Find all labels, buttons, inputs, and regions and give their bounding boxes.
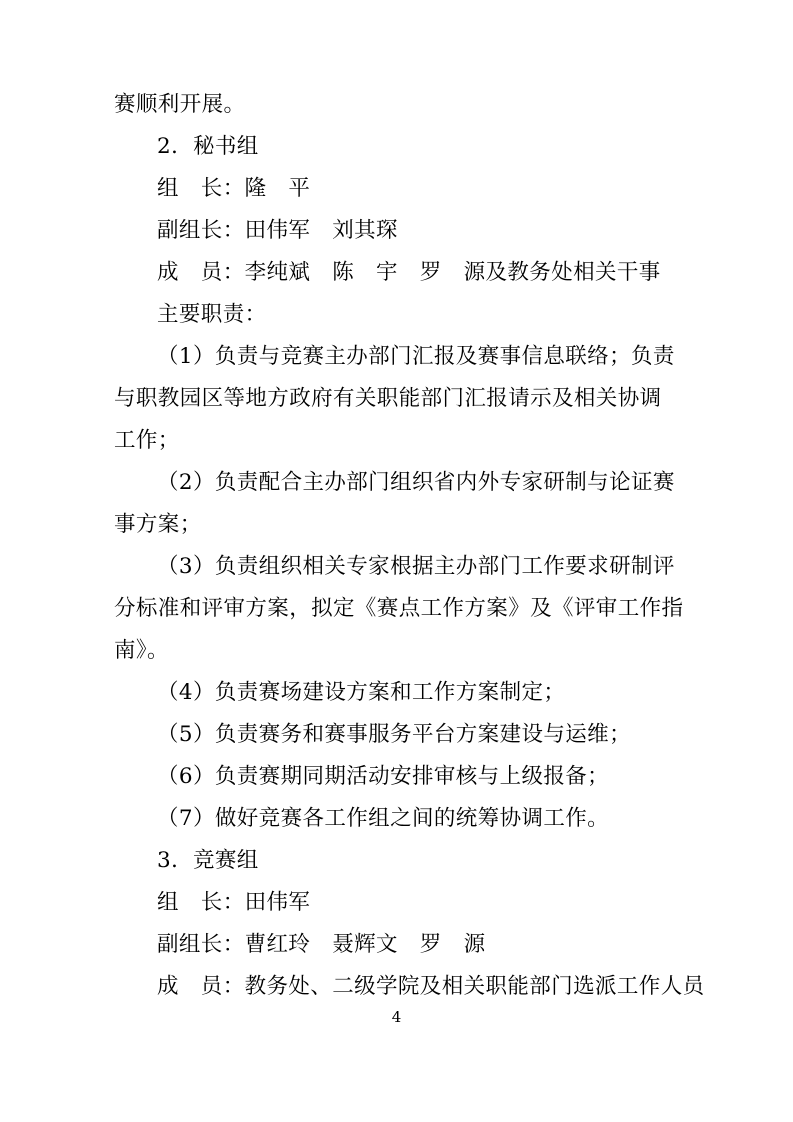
document-line: （3）负责组织相关专家根据主办部门工作要求研制评 <box>157 554 675 579</box>
document-line: 成 员：李纯斌 陈 宇 罗 源及教务处相关干事 <box>157 260 661 285</box>
document-line: （6）负责赛期同期活动安排审核与上级报备； <box>157 764 610 789</box>
document-line: 3．竞赛组 <box>157 848 259 873</box>
document-line: （5）负责赛务和赛事服务平台方案建设与运维； <box>157 722 631 747</box>
document-line: 副组长：田伟军 刘其琛 <box>157 218 398 243</box>
document-line: 南》。 <box>114 638 169 663</box>
document-line: （4）负责赛场建设方案和工作方案制定； <box>157 680 566 705</box>
document-line: 副组长：曹红玲 聂辉文 罗 源 <box>157 932 486 957</box>
document-line: 组 长：田伟军 <box>157 890 311 915</box>
document-line: 2．秘书组 <box>157 134 259 159</box>
document-line: 成 员：教务处、二级学院及相关职能部门选派工作人员 <box>157 974 705 999</box>
page-number: 4 <box>391 1008 402 1026</box>
document-line: （7）做好竞赛各工作组之间的统筹协调工作。 <box>157 806 610 831</box>
document-line: 与职教园区等地方政府有关职能部门汇报请示及相关协调 <box>114 386 662 411</box>
document-line: 工作； <box>114 428 180 453</box>
document-line: 分标准和评审方案，拟定《赛点工作方案》及《评审工作指 <box>114 596 684 621</box>
document-line: 组 长：隆 平 <box>157 176 311 201</box>
document-line: 事方案； <box>114 512 202 537</box>
document-body <box>114 84 705 1008</box>
document-line: （1）负责与竞赛主办部门汇报及赛事信息联络；负责 <box>157 344 675 369</box>
document-line: 赛顺利开展。 <box>114 92 246 117</box>
document-line: 主要职责： <box>157 302 267 327</box>
document-line: （2）负责配合主办部门组织省内外专家研制与论证赛 <box>157 470 675 495</box>
